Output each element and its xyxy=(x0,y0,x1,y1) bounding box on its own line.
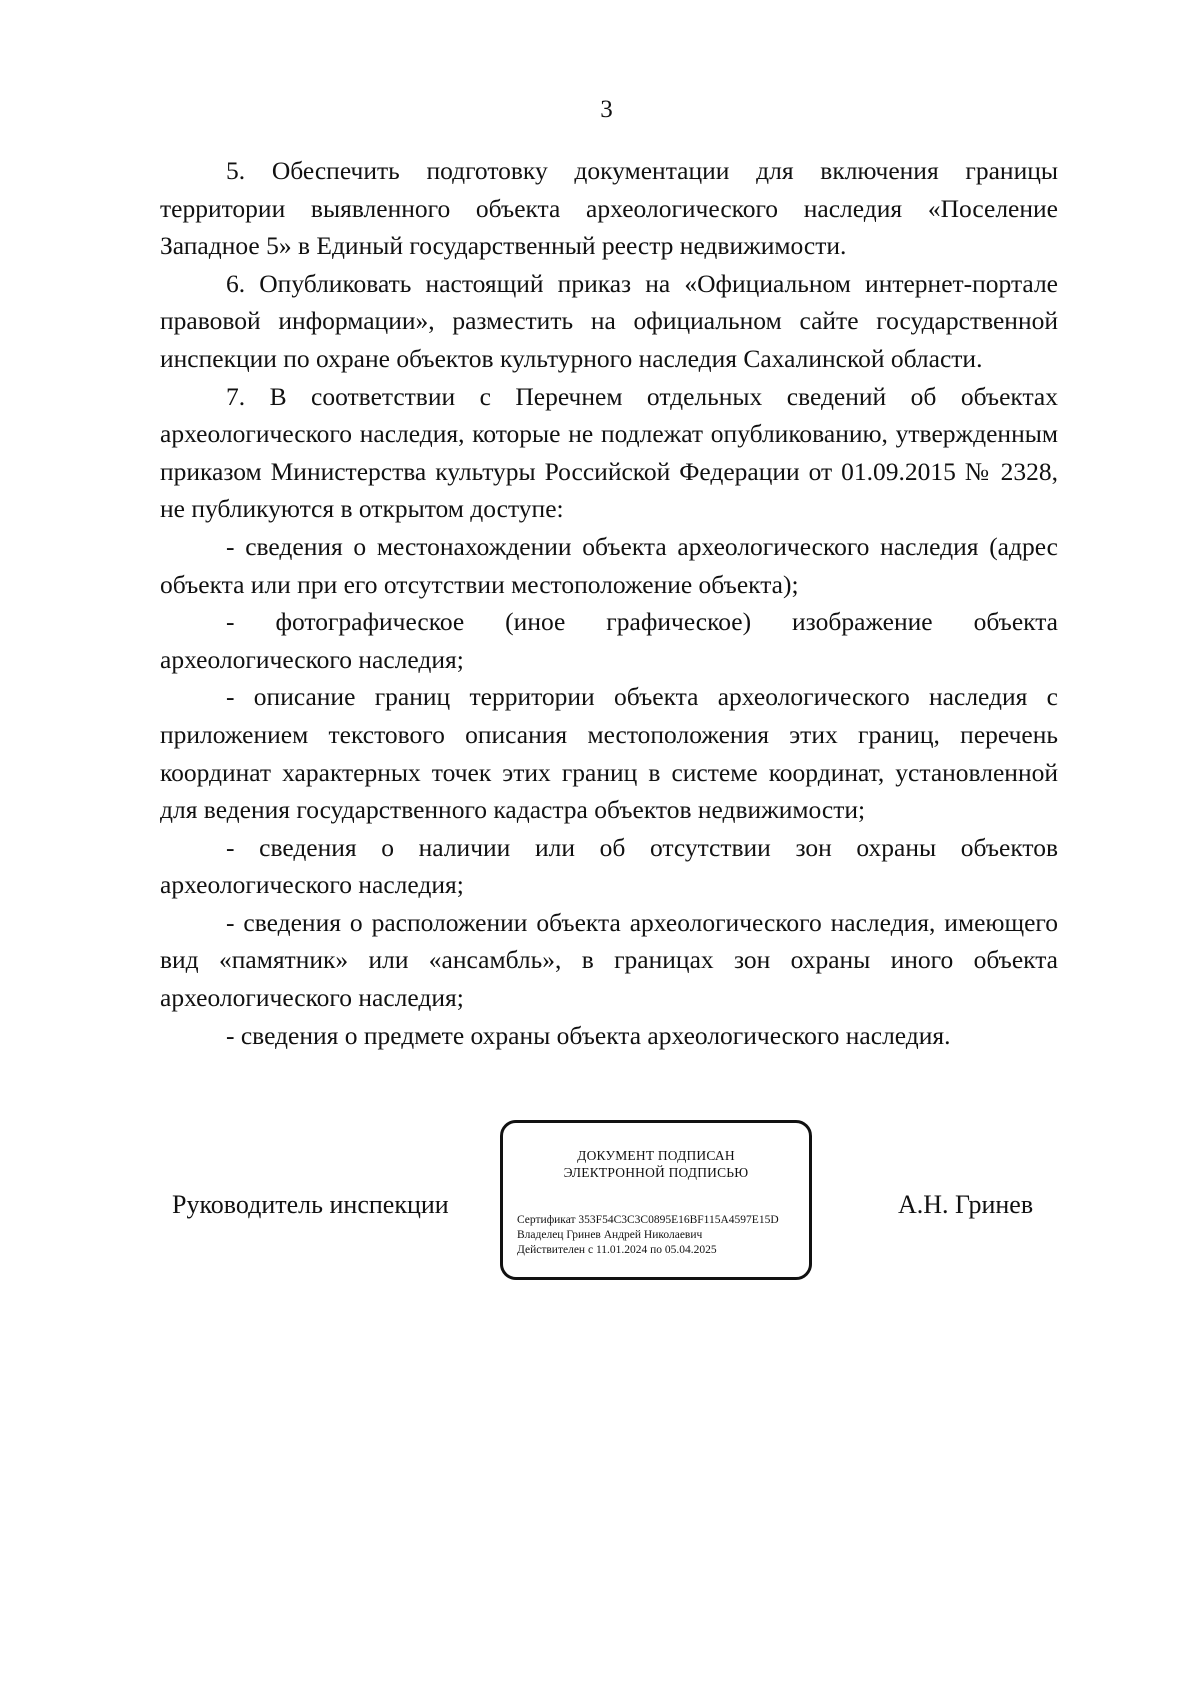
signatory-name: А.Н. Гринев xyxy=(898,1190,1034,1219)
restricted-info-boundaries: - описание границ территории объекта археологического наследия с приложением текстового описания местоположения этих границ, перечень координат характерных точек этих границ в системе координат, установленной для ведения государственного кадастра объектов недвижимости; xyxy=(160,682,1058,825)
restricted-info-monument-location: - сведения о расположении объекта археологического наследия, имеющего вид «памятник» или «ансамбль», в границах зон охраны иного объекта археологического наследия; xyxy=(160,907,1058,1013)
stamp-details xyxy=(517,1213,795,1258)
restricted-info-location: - сведения о местонахождении объекта археологического наследия (адрес объекта или при его отсутствии местоположение объекта); xyxy=(160,531,1058,599)
stamp-owner: Владелец Гринев Андрей Николаевич xyxy=(517,1229,703,1241)
stamp-validity: Действителен с 11.01.2024 по 05.04.2025 xyxy=(517,1244,717,1256)
paragraph-item-6: 6. Опубликовать настоящий приказ на «Официальном интернет-портале правовой информации», разместить на официальном сайте государственной инспекции по охране объектов культурного наследия Сахалинской области. xyxy=(160,268,1058,373)
paragraph-item-5: 5. Обеспечить подготовку документации для включения границы территории выявленного объекта археологического наследия «Поселение Западное 5» в Единый государственный реестр недвижимости. xyxy=(160,156,1058,261)
stamp-certificate: Сертификат 353F54C3C3C0895E16BF115A4597E15D xyxy=(517,1214,779,1226)
restricted-info-image: - фотографическое (иное графическое) изображение объекта археологического наследия; xyxy=(160,607,1058,674)
stamp-title-line: ЭЛЕКТРОННОЙ ПОДПИСЬЮ xyxy=(563,1165,749,1180)
page-number: 3 xyxy=(600,96,613,123)
electronic-signature-stamp xyxy=(500,1120,812,1280)
paragraph-item-7: 7. В соответствии с Перечнем отдельных сведений об объектах археологического наследия, которые не подлежат опубликованию, утвержденным приказом Министерства культуры Российской Федерации от 01.09.2015 № 2328, не публикуются в открытом доступе: xyxy=(160,381,1058,524)
document-body xyxy=(160,152,1058,1054)
stamp-title xyxy=(517,1147,795,1181)
signature-block xyxy=(0,1120,1200,1300)
signatory-title: Руководитель инспекции xyxy=(172,1190,449,1219)
restricted-info-protection-subject: - сведения о предмете охраны объекта археологического наследия. xyxy=(226,1020,951,1050)
stamp-title-line: ДОКУМЕНТ ПОДПИСАН xyxy=(577,1148,735,1163)
restricted-info-protection-zones: - сведения о наличии или об отсутствии зон охраны объектов археологического наследия; xyxy=(160,832,1058,900)
